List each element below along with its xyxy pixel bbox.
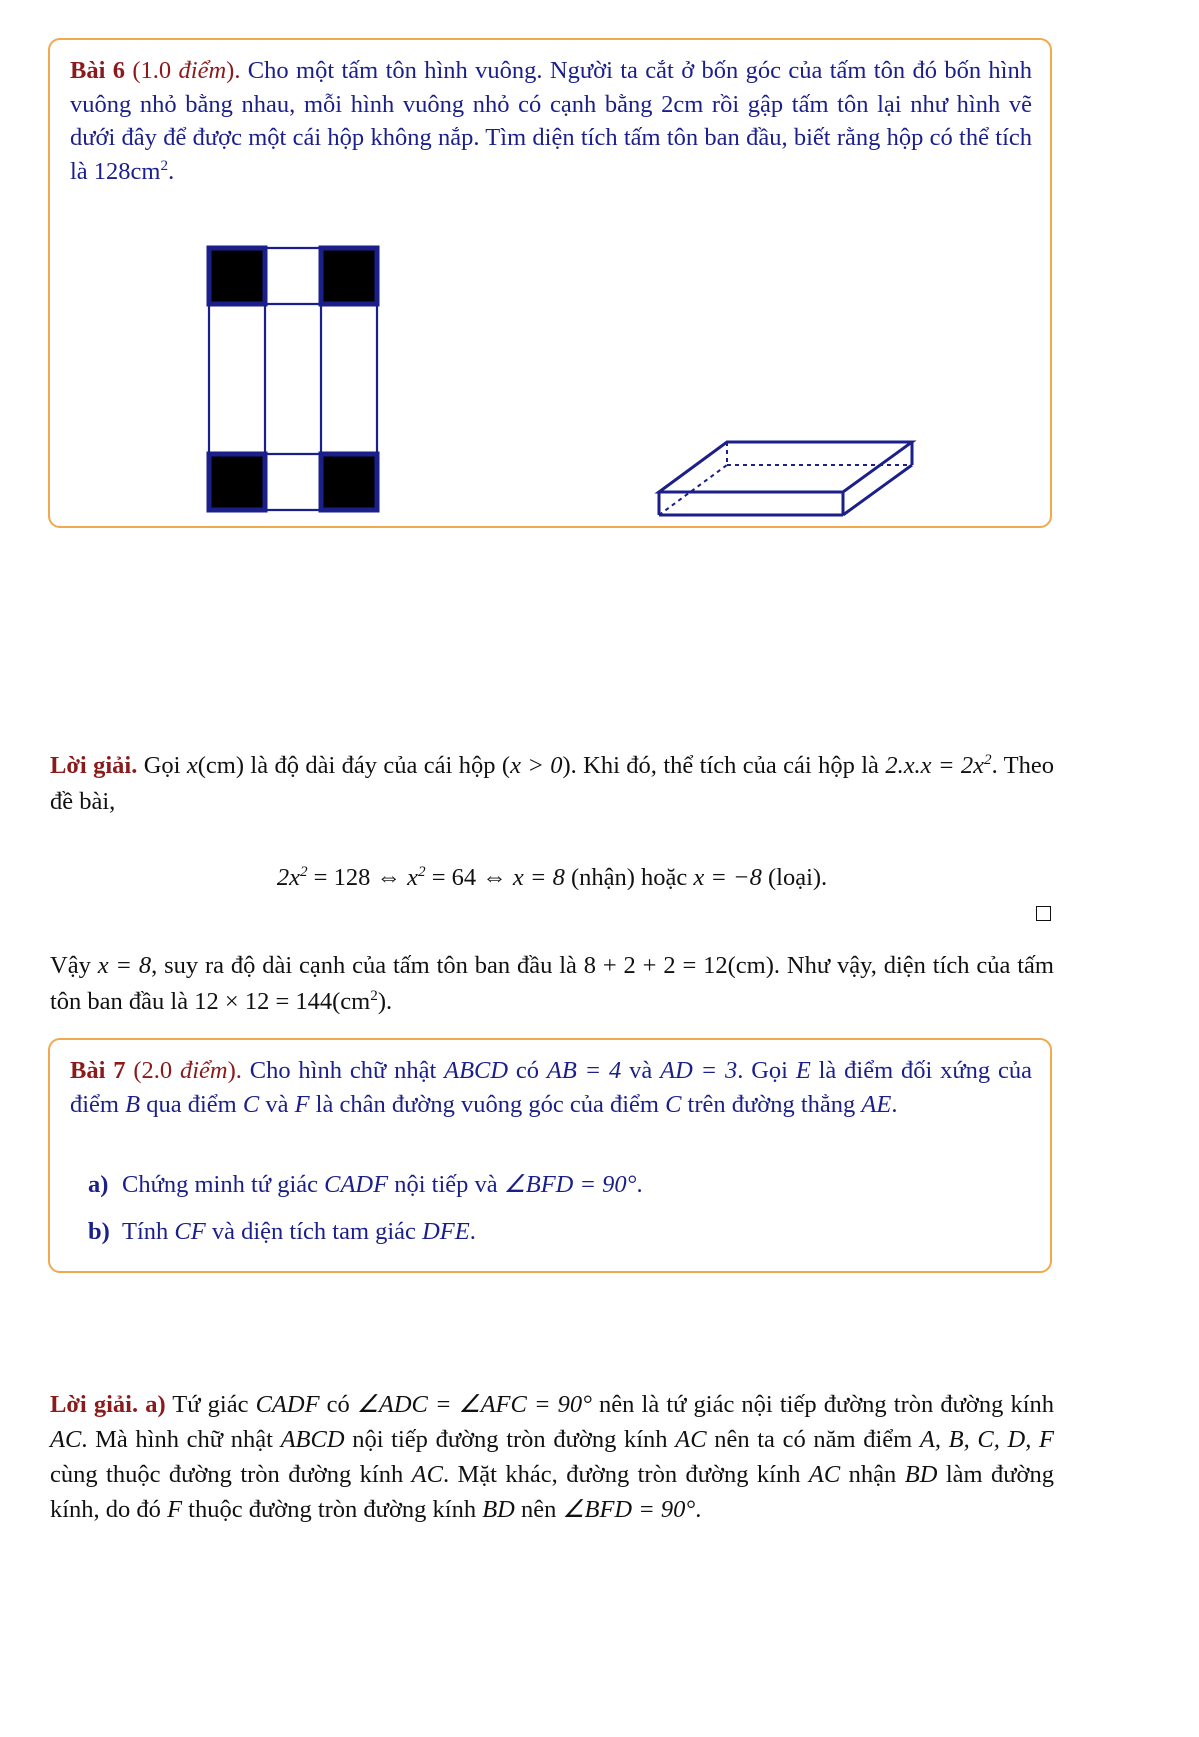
solution-bai7: Lời giải. a) Tứ giác CADF có ∠ADC = ∠AFC = 90° nên là tứ giác nội tiếp đường tròn đường kính AC. Mà hình chữ nhật ABCD nội tiếp đường tròn đường kính AC nên ta có năm điểm A, B, C, D, F cùng thuộc đường tròn đường kính AC. Mặt khác, đường tròn đường kính AC nhận BD làm đường kính, do đó F thuộc đường tròn đường kính BD nên ∠BFD = 90°. <box>50 1391 1055 1523</box>
displayed-equation-bai6: $2x^2 = 128$ ⇔ $x^2 = 64$ ⇔ x = 8 (nhận) hoặc x = −8 (loại). <box>276 862 828 891</box>
problem-box-bai6 <box>48 38 1052 528</box>
figure-area <box>50 205 1050 525</box>
box-top-rim <box>659 442 912 492</box>
corner-square-bottom-left <box>209 454 265 510</box>
square-sheet-net <box>209 248 377 510</box>
problem-points-bai7: (2.0 điểm). <box>133 1057 242 1084</box>
problem-body-bai6: Cho một tấm tôn hình vuông. Người ta cắt ở bốn góc của tấm tôn đó bốn hình vuông nhỏ bằng nhau, mỗi hình vuông nhỏ có cạnh bằng 2cm rồi gập tấm tôn lại như hình vẽ dưới đây để được một cái hộp không nắp. Tìm diện tích tấm tôn ban đầu, biết rằng hộp có thể tích là 128cm <box>70 57 1032 185</box>
corner-square-top-left <box>209 248 265 304</box>
box-edge-bottom-right <box>843 465 912 515</box>
solution-bai6: Lời giải. Gọi x(cm) là độ dài đáy của cái hộp (x > 0). Khi đó, thể tích của cái hộp là $2.x.x = 2x^2$. Theo đề bài, <box>50 750 1055 815</box>
problem-body-superscript: 2 <box>160 156 169 174</box>
subitem-b-label: b) <box>88 1217 110 1245</box>
solution-heading-bai6: Lời giải. <box>50 752 138 779</box>
subitem-a: a) Chứng minh tứ giác CADF nội tiếp và ∠BFD = 90°. <box>70 1168 1032 1202</box>
solution-part-label-a: a) <box>145 1391 166 1418</box>
problem-points-bai6: (1.0 điểm). <box>132 57 241 84</box>
corner-square-top-right <box>321 248 377 304</box>
figures-svg <box>50 205 1050 525</box>
box-hidden-edge-bottom-left <box>659 465 727 515</box>
subitem-a-label: a) <box>88 1171 109 1198</box>
corner-square-bottom-right <box>321 454 377 510</box>
problem-heading-bai7: Bài 7 <box>70 1057 126 1084</box>
solution-bai6-conclusion: Vậy x = 8, suy ra độ dài cạnh của tấm tôn ban đầu là 8 + 2 + 2 = 12(cm). Như vậy, diện tích của tấm tôn ban đầu là $12 \times 12 = 144(cm^2)$. <box>50 952 1054 1015</box>
problem-subitems-bai7 <box>70 1168 1032 1261</box>
subitem-b: b) Tính CF và diện tích tam giác DFE. <box>70 1215 1032 1249</box>
problem-statement-bai6: Bài 6 (1.0 điểm). Cho một tấm tôn hình vuông. Người ta cắt ở bốn góc của tấm tôn đó bốn hình vuông nhỏ bằng nhau, mỗi hình vuông nhỏ có cạnh bằng 2cm rồi gập tấm tôn lại như hình vẽ dưới đây để được một cái hộp không nắp. Tìm diện tích tấm tôn ban đầu, biết rằng hộp có thể tích là $128cm^2$. <box>70 57 1032 185</box>
problem-box-bai7 <box>48 1038 1052 1273</box>
qed-square-bai6 <box>1036 906 1051 921</box>
problem-heading-bai6: Bài 6 <box>70 57 126 84</box>
open-box-3d <box>659 442 912 515</box>
solution-heading-bai7: Lời giải. <box>50 1391 139 1418</box>
problem-statement-bai7: Bài 7 (2.0 điểm). Cho hình chữ nhật ABCD có AB = 4 và AD = 3. Gọi E là điểm đối xứng của điểm B qua điểm C và F là chân đường vuông góc của điểm C trên đường thẳng AE. <box>70 1057 1033 1118</box>
